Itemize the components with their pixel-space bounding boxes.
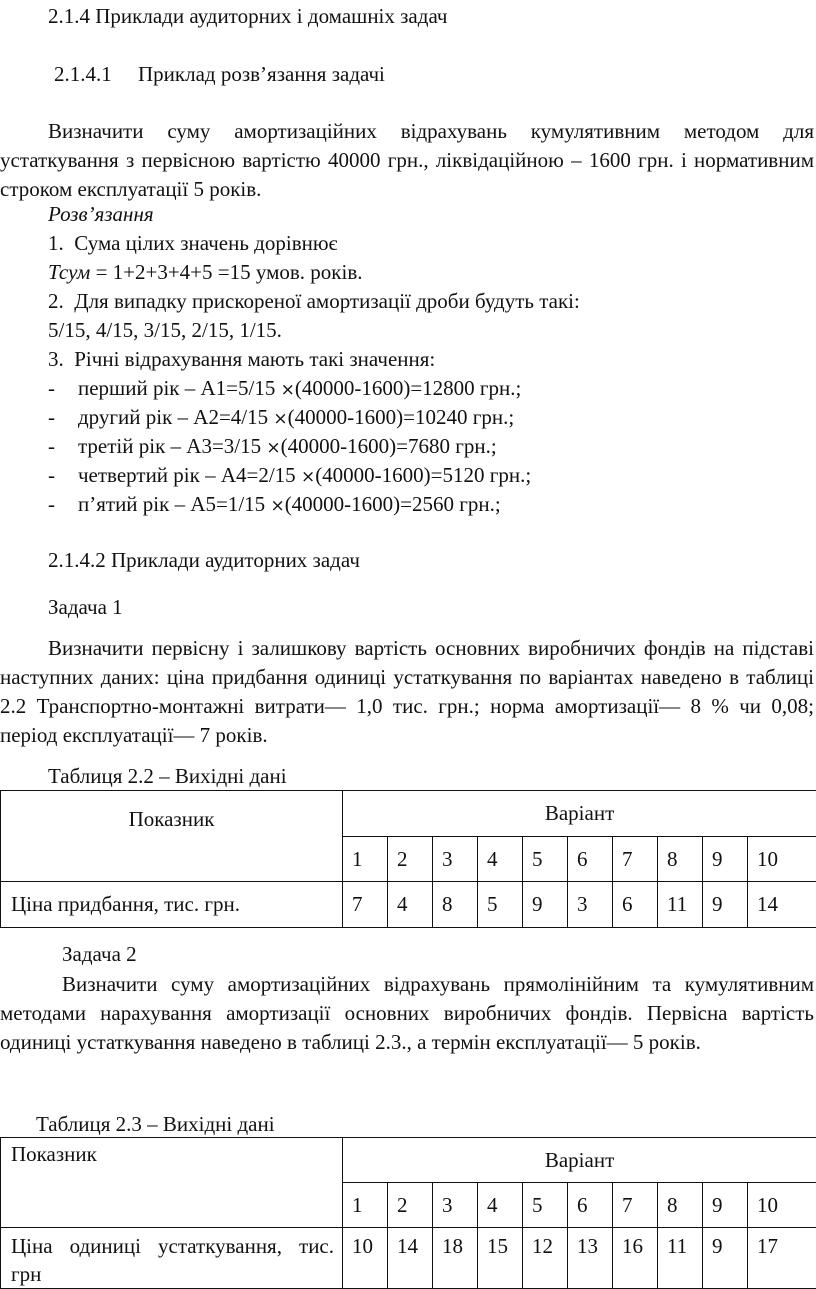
table-cell: 9 xyxy=(703,882,748,928)
table-cell: 15 xyxy=(478,1228,523,1289)
table-cell: 14 xyxy=(748,882,816,928)
table-header-indicator: Показник xyxy=(1,791,343,882)
table-caption: Таблиця 2.3 – Вихідні дані xyxy=(36,1110,275,1139)
variant-number: 10 xyxy=(748,1183,816,1228)
variant-number: 7 xyxy=(613,837,658,882)
variant-number: 8 xyxy=(658,1183,703,1228)
variant-number: 3 xyxy=(433,837,478,882)
table-cell: 8 xyxy=(433,882,478,928)
tsum-expression: = 1+2+3+4+5 =15 умов. років. xyxy=(90,260,362,284)
table-cell: 9 xyxy=(523,882,568,928)
variant-number: 2 xyxy=(388,837,433,882)
tsum-formula xyxy=(48,258,363,287)
solution-label: Розв’язання xyxy=(48,200,154,229)
year-item-text: четвертий рік – А4=2/15 ×(40000-1600)=5120 грн.; xyxy=(78,461,531,492)
source-data-table-2-2 xyxy=(0,790,816,928)
year-item-text: другий рік – А2=4/15 ×(40000-1600)=10240 грн.; xyxy=(78,403,514,434)
table-caption: Таблиця 2.2 – Вихідні дані xyxy=(48,762,287,791)
table-cell: 18 xyxy=(433,1228,478,1289)
variant-number: 6 xyxy=(568,837,613,882)
table-header-variant: Варіант xyxy=(343,1138,816,1183)
solution-step-1: 1. Сума цілих значень дорівнює xyxy=(48,229,338,258)
variant-number: 7 xyxy=(613,1183,658,1228)
year-item: - xyxy=(48,461,55,490)
table-cell: 5 xyxy=(478,882,523,928)
times-symbol: × xyxy=(273,409,287,429)
variant-number: 9 xyxy=(703,837,748,882)
year-item-text: третій рік – А3=3/15 ×(40000-1600)=7680 грн.; xyxy=(78,432,497,463)
variant-number: 4 xyxy=(478,1183,523,1228)
year-item: - xyxy=(48,403,55,432)
times-symbol: × xyxy=(281,380,295,400)
table-cell: 17 xyxy=(748,1228,816,1289)
variant-number: 9 xyxy=(703,1183,748,1228)
table-cell: 4 xyxy=(388,882,433,928)
year-item: - xyxy=(48,490,55,519)
year-item-text: п’ятий рік – А5=1/15 ×(40000-1600)=2560 грн.; xyxy=(78,490,501,521)
table-cell: 16 xyxy=(613,1228,658,1289)
task-1-paragraph xyxy=(0,634,814,750)
times-symbol: × xyxy=(270,496,284,516)
year-item-text: перший рік – А1=5/15 ×(40000-1600)=12800 грн.; xyxy=(78,374,521,405)
table-cell: 9 xyxy=(703,1228,748,1289)
table-cell: 11 xyxy=(658,882,703,928)
table-cell: 7 xyxy=(343,882,388,928)
table-row-label: Ціна придбання, тис. грн. xyxy=(1,882,343,928)
task-2-text: Визначити суму амортизаційних відрахувань прямолінійним та кумулятивним методами нарахування амортизації основних виробничих фондів. Первісна вартість одиниці устаткування наведено в таблиці 2.3., а термін експлуатації— 5 років. xyxy=(0,972,814,1054)
table-row-label: Ціна одиниці устаткування, тис. грн xyxy=(1,1228,343,1289)
table-cell: 13 xyxy=(568,1228,613,1289)
variant-number: 6 xyxy=(568,1183,613,1228)
variant-number: 3 xyxy=(433,1183,478,1228)
table-cell: 3 xyxy=(568,882,613,928)
variant-number: 10 xyxy=(748,837,816,882)
task-1-text: Визначити первісну і залишкову вартість основних виробничих фондів на підставі наступних даних: ціна придбання одиниці устаткування по варіантах наведено в таблиці 2.2 Транспортно-монтажні витрати— 1,0 тис. грн.; норма амортизації— 8 % чи 0,08; період експлуатації— 7 років. xyxy=(0,636,814,747)
task-1-title: Задача 1 xyxy=(48,593,123,622)
times-symbol: × xyxy=(266,438,280,458)
variant-number: 2 xyxy=(388,1183,433,1228)
example-problem-paragraph xyxy=(0,117,814,204)
table-cell: 11 xyxy=(658,1228,703,1289)
table-cell: 6 xyxy=(613,882,658,928)
subsection-heading: 2.1.4.2 Приклади аудиторних задач xyxy=(48,546,360,575)
year-item: - xyxy=(48,432,55,461)
variant-number: 5 xyxy=(523,1183,568,1228)
solution-step-2: 2. Для випадку прискореної амортизації дроби будуть такі: xyxy=(48,287,580,316)
table-cell: 10 xyxy=(343,1228,388,1289)
task-2-paragraph xyxy=(0,970,814,1057)
variant-number: 1 xyxy=(343,837,388,882)
variant-number: 5 xyxy=(523,837,568,882)
tsum-variable: Тсум xyxy=(48,260,90,284)
year-item: - xyxy=(48,374,55,403)
table-header-variant: Варіант xyxy=(343,791,816,837)
table-cell: 14 xyxy=(388,1228,433,1289)
subsection-heading: 2.1.4.1 Приклад розв’язання задачі xyxy=(54,60,385,89)
times-symbol: × xyxy=(301,467,315,487)
variant-number: 1 xyxy=(343,1183,388,1228)
table-cell: 12 xyxy=(523,1228,568,1289)
task-2-title: Задача 2 xyxy=(62,940,137,969)
solution-step-3: 3. Річні відрахування мають такі значення: xyxy=(48,345,435,374)
fractions-line: 5/15, 4/15, 3/15, 2/15, 1/15. xyxy=(48,316,282,345)
example-problem-text: Визначити суму амортизаційних відрахувань кумулятивним методом для устаткування з первісною вартістю 40000 грн., ліквідаційною – 1600 грн. і нормативним строком експлуатації 5 років. xyxy=(0,119,814,201)
source-data-table-2-3 xyxy=(0,1137,816,1289)
table-header-indicator: Показник xyxy=(1,1138,343,1228)
variant-number: 8 xyxy=(658,837,703,882)
variant-number: 4 xyxy=(478,837,523,882)
section-heading: 2.1.4 Приклади аудиторних і домашніх задач xyxy=(48,2,447,31)
